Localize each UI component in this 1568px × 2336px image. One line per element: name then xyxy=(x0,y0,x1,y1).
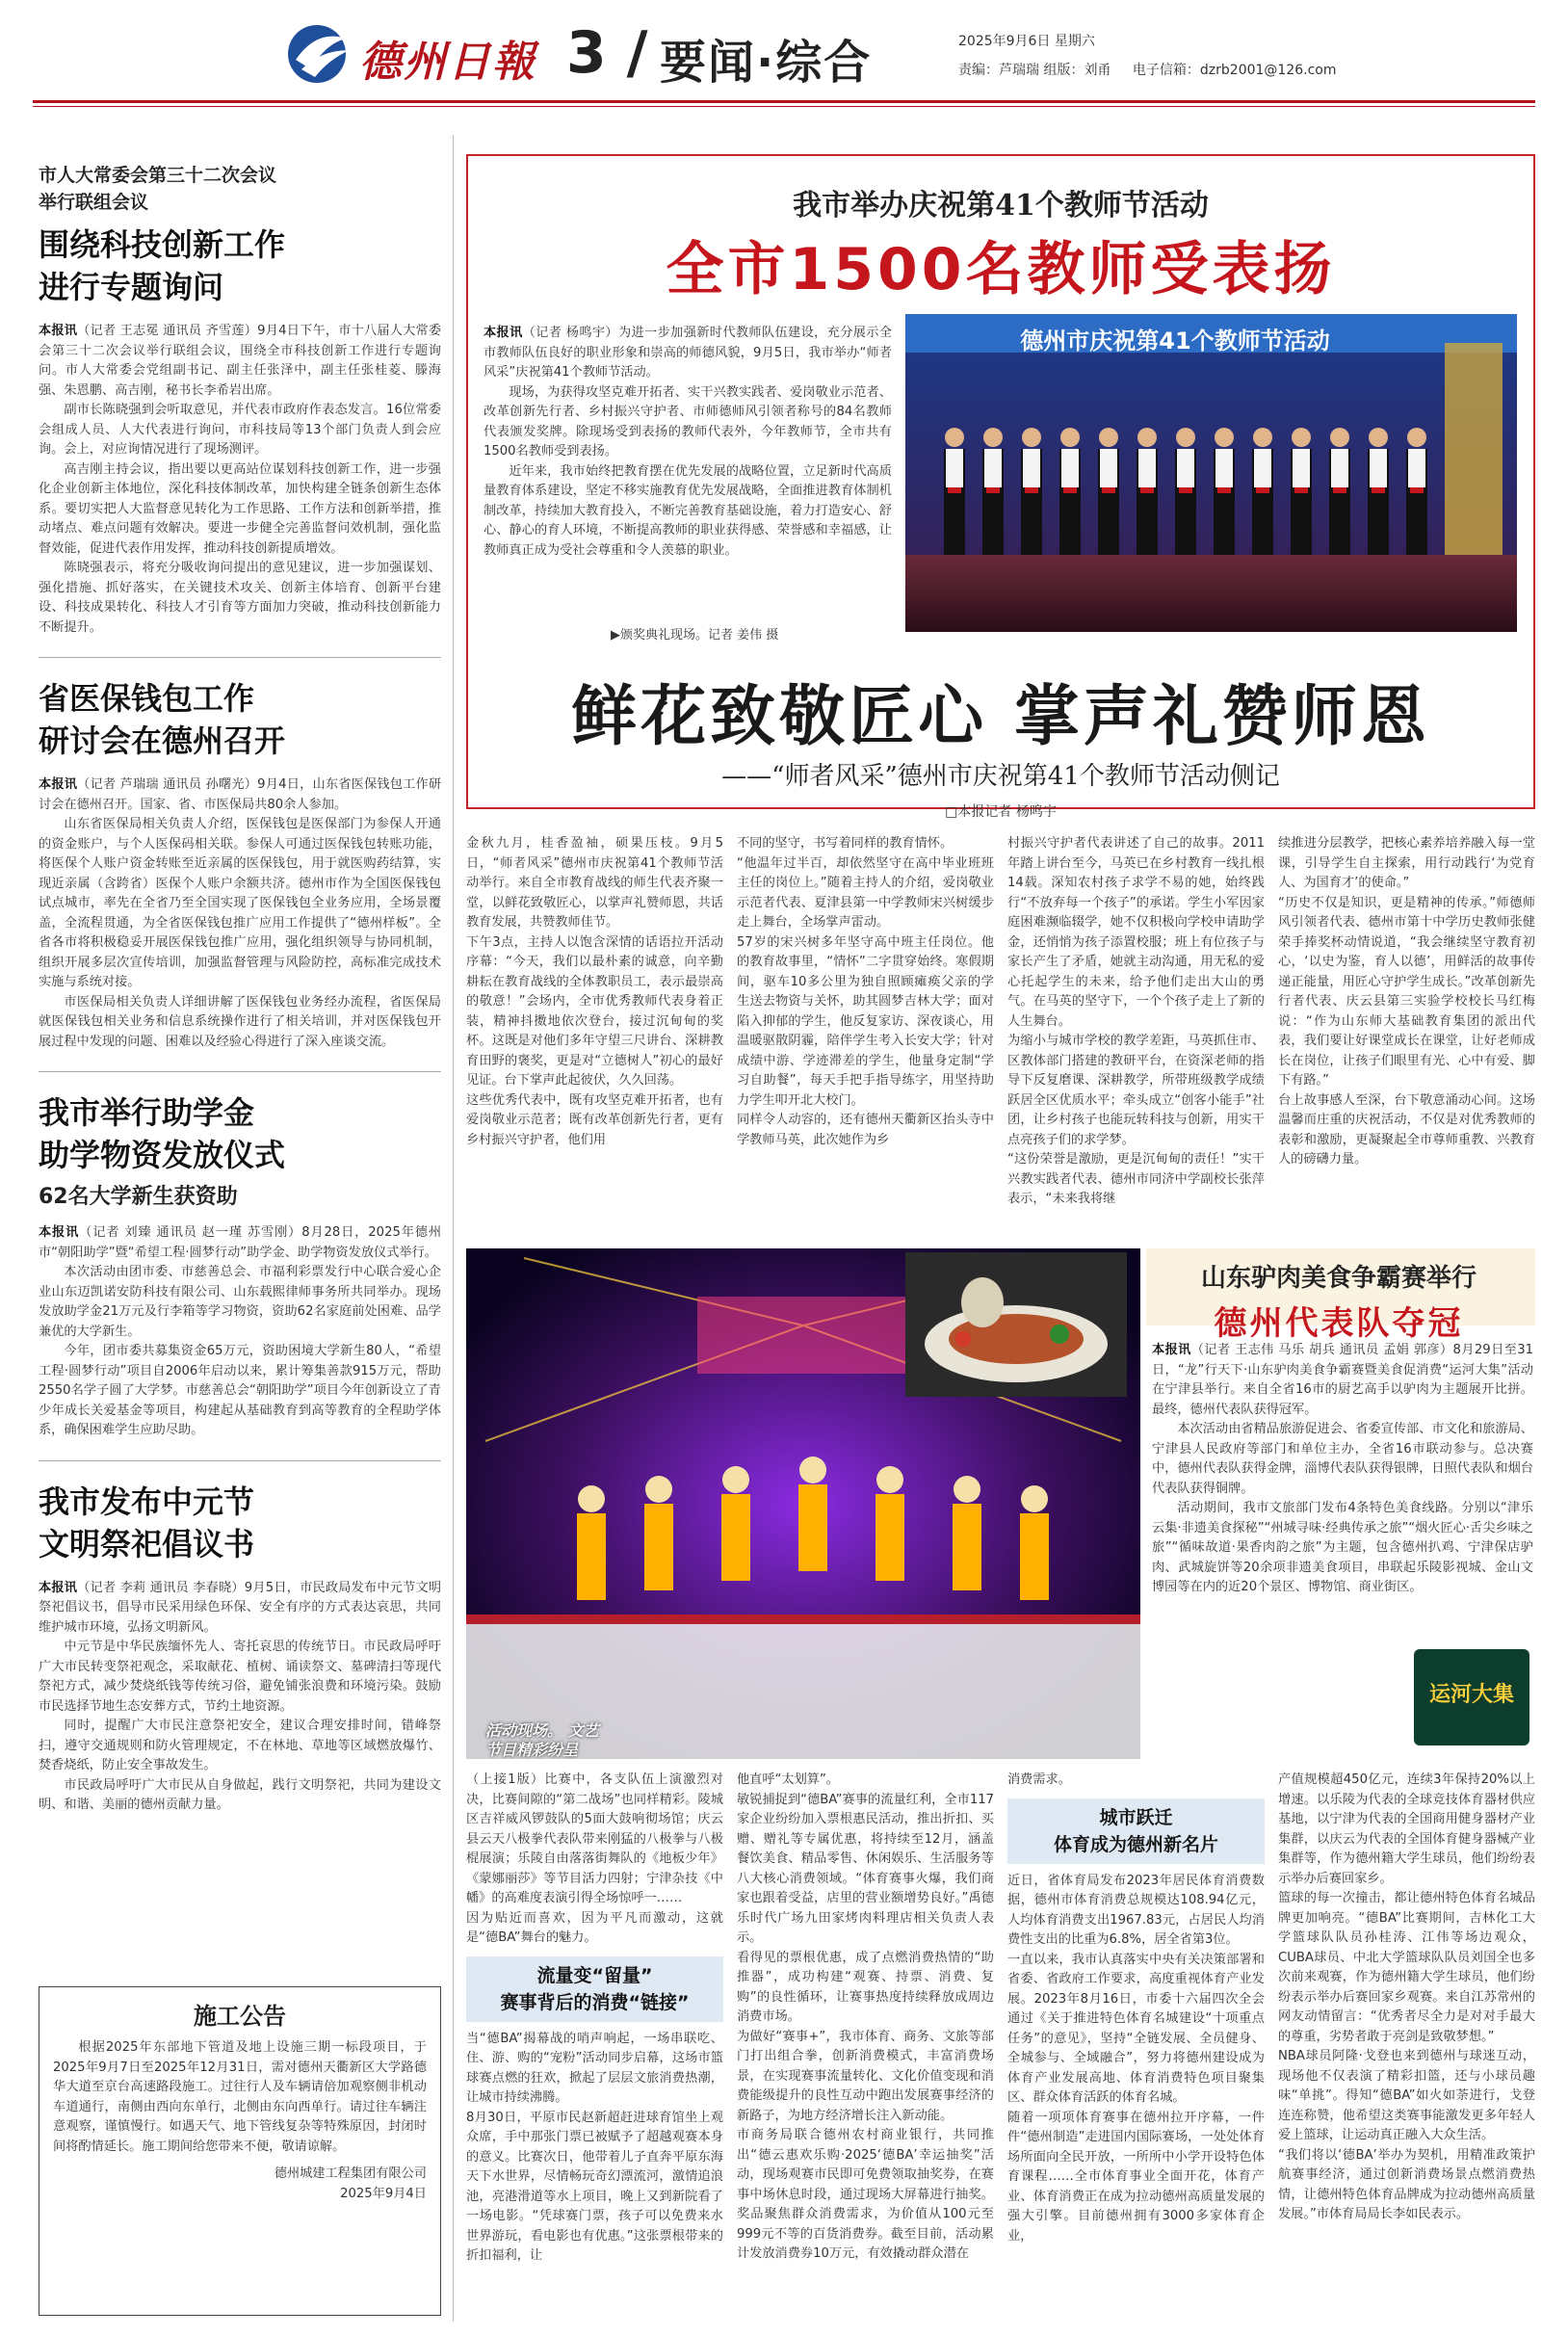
column-divider xyxy=(453,135,454,2322)
feature-subheadline: ——“师者风采”德州市庆祝第41个教师节活动侧记 xyxy=(721,762,1280,791)
food-dish-photo xyxy=(905,1252,1127,1397)
construction-notice xyxy=(39,1986,441,2316)
notice-date: 2025年9月4日 xyxy=(340,2186,427,2201)
lead-by: 本报讯 xyxy=(39,777,78,792)
lead-by: 本报讯 xyxy=(39,324,78,338)
article-1-headline-1: 围绕科技创新工作 xyxy=(39,226,286,263)
article-3-headline-2: 助学物资发放仪式 xyxy=(39,1137,286,1173)
photo-banner-text: 德州市庆祝第41个教师节活动 xyxy=(1020,328,1330,354)
email[interactable]: 电子信箱：dzrb2001@126.com xyxy=(1132,63,1337,78)
article-4-headline-2: 文明祭祀倡议书 xyxy=(39,1525,255,1562)
side-story-headline: 德州代表队夺冠 xyxy=(1214,1304,1464,1343)
paragraph: 市民政局呼吁广大市民从自身做起，践行文明祭祀，共同为建设文明、和谐、美丽的德州贡献力量。 xyxy=(39,1777,441,1812)
newspaper-brand: 德州日報 xyxy=(359,38,536,87)
paragraph: 今年，团市委共募集资金65万元，资助困境大学新生80人，“希望工程·圆梦行动”项目自2006年启动以来，累计筹集善款915万元，帮助2550名学子圆了大学梦。市慈善总会“朝阳助学”项目今年创新设立了青少年成长关爱基金等项目，构建起从基础教育到高等教育的全程助学体系，确保困难学生应助尽助。 xyxy=(39,1344,441,1437)
lead-story-headline: 全市1500名教师受表扬 xyxy=(666,236,1336,303)
paragraph: 同时，提醒广大市民注意祭祀安全，建议合理安排时间，错峰祭扫，遵守交通规则和防火管理规定，不在林地、草地等区域燃放爆竹、焚香烧纸，防止安全事故发生。 xyxy=(39,1719,441,1772)
paragraph: 中元节是中华民族缅怀先人、寄托哀思的传统节日。市民政局呼吁广大市民转变祭祀观念，采取献花、植树、诵读祭文、墓碑清扫等现代祭祀方式，减少焚烧纸钱等传统习俗，避免铺张浪费和环境污染。鼓励市民选择节地生态安葬方式，节约土地资源。 xyxy=(39,1640,441,1714)
canal-fair-badge xyxy=(1414,1649,1529,1745)
notice-title: 施工公告 xyxy=(194,2003,286,2030)
article-2-headline-2: 研讨会在德州召开 xyxy=(39,722,286,759)
paragraph: 山东省医保局相关负责人介绍，医保钱包是医保部门为参保人开通的资金账户，与个人医保码相关联。参保人可通过医保钱包转账功能，将医保个人账户资金转账至近亲属的医保钱包，用于就医购药结算，实现近亲属（含跨省）医保个人账户余额共济。德州市作为全国医保钱包试点城市，率先在全省乃至全国实现了医保钱包全业务应用，全场景覆盖，全流程贯通，为全省医保钱包推广应用工作提供了“德州样板”。全省各市将积极稳妥开展医保钱包推广应用，强化组织领导与协同机制，组织开展多层次宣传培训，加强监督管理与风险防控，高标准完成技术实施与系统对接。 xyxy=(39,817,441,989)
article-3 xyxy=(39,1091,441,1441)
subheading-flow: 流量变“留量” 赛事背后的消费“链接” xyxy=(466,1956,723,2022)
feature-col-1: 金秋九月，桂香盈袖，硕果压枝。9月5日，“师者风采”德州市庆祝第41个教师节活动举行。来自全市教育战线的师生代表齐聚一堂，以鲜花致敬匠心，以掌声礼赞师恩，共话教育发展，共赞教师佳节。 下午3点，主持人以饱含深情的话语拉开活动序幕：“今天，我们以最朴素的诚意，向辛勤耕耘在教育战线的全体教职员工，表示最崇高的敬意！”会场内，全市优秀教师代表身着正装，精神抖擞地依次登台，接过沉甸甸的奖杯。这既是对他们多年守望三尺讲台、深耕教育田野的褒奖，更是对“立德树人”初心的最好见证。台下掌声此起彼伏，久久回荡。 这些优秀代表中，既有攻坚克难开拓者，也有爱岗敬业示范者；既有改革创新先行者，更有乡村振兴守护者，他们用 xyxy=(466,836,723,1147)
article-3-subhead: 62名大学新生获资助 xyxy=(39,1185,238,1209)
bottom-col-3 xyxy=(1007,1771,1265,2267)
article-1-headline-2: 进行专题询问 xyxy=(39,269,224,305)
article-separator xyxy=(39,1071,441,1072)
article-4-body xyxy=(39,1579,441,1816)
article-3-headline-1: 我市举行助学金 xyxy=(39,1094,255,1131)
bottom-col-4-text: 产值规模超450亿元，连续3年保持20%以上增速。以乐陵为代表的全球竞技体育器材供应基地，以宁津为代表的全国商用健身器材产业集群，以庆云为代表的全国体育健身器械产业集群等，作为德州籍大学生球员，他们纷纷表示举办后赛回家乡。 篮球的每一次撞击，都让德州特色体育名城品牌更加响亮。“德BA”比赛期间，吉林化工大学篮球队队员孙桂涛、江伟等场边观众，CUBA球员、中北大学篮球队队员刘国全也多次前来观赛，作为德州籍大学生球员，他们纷纷表示举办后赛回家乡观赛。来自江苏常州的网友动情留言：“优秀者尽全力是对对手最大的尊重，劣势者敢于亮剑是致敬梦想。” NBA球员阿隆·戈登也来到德州与球迷互动，现场他不仅表演了精彩扣篮，还与小球员趣味“单挑”。得知“德BA”如火如荼进行，戈登连连称赞，他希望这类赛事能激发更多年轻人爱上篮球，让运动真正融入大众生活。 “我们将以‘德BA’举办为契机，用精准政策护航赛事经济，通过创新消费场景点燃消费热情，让德州特色体育品牌成为拉动德州高质量发展。”市体育局局长李如民表示。 xyxy=(1278,1772,1535,2221)
lead-story-kicker: 我市举办庆祝第41个教师节活动 xyxy=(793,189,1209,223)
header-rule xyxy=(33,100,1535,103)
feature-col-4: 续推进分层教学，把核心素养培养融入每一堂课，引导学生自主探索，用行动践行‘为党育人、为国育才’的使命。” “历史不仅是知识，更是精神的传承。”师德师风引领者代表、德州市第十中学历史教师张健荣手捧奖杯动情说道，“我会继续坚守教育初心，‘以史为鉴，育人以德’，用鲜活的故事传递正能量，用匠心守护学生成长。”改革创新先行者代表、庆云县第三实验学校校长马红梅说：“作为山东师大基础教育集团的派出代表，我们要让好课堂成长在课堂，让好老师成长在岗位，让孩子们眼里有光、心中有爱、脚下有路。” 台上故事感人至深，台下敬意涌动心间。这场温馨而庄重的庆祝活动，不仅是对优秀教师的表彰和激励，更凝聚起全市尊师重教、兴教育人的磅礴力量。 xyxy=(1278,836,1535,1167)
photo-caption: ▶颁奖典礼现场。记者 姜伟 摄 xyxy=(611,628,779,643)
side-story-body xyxy=(1152,1341,1533,1598)
feature-columns xyxy=(466,834,1535,1210)
article-2-headline-1: 省医保钱包工作 xyxy=(39,680,255,717)
lead-by: 本报讯 xyxy=(1152,1343,1191,1357)
article-2 xyxy=(39,677,441,1052)
paragraph: 本次活动由省精品旅游促进会、省委宣传部、市文化和旅游局、宁津县人民政府等部门和单位主办，全省16市联动参与。总决赛中，德州代表队获得金牌，淄博代表队获得银牌，日照代表队和烟台代表队获得铜牌。 xyxy=(1152,1422,1533,1496)
feature-col-3: 村振兴守护者代表讲述了自己的故事。2011年踏上讲台至今，马英已在乡村教育一线扎根14载。深知农村孩子求学不易的她，始终践行“不放弃每一个孩子”的承诺。学生小军因家庭困难濒临辍学，她不仅积极向学校申请助学金，还悄悄为孩子添置校服；班上有位孩子与家长产生了矛盾，她就主动沟通，用无私的爱心托起学生的未来，给予他们走出大山的勇气。在马英的坚守下，一个个孩子走上了新的人生舞台。 为缩小与城市学校的教学差距，马英抓住市、区教体部门搭建的教研平台，在资深老师的指导下反复磨课、深耕教学，所带班级教学成绩跃居全区优质水平；牵头成立“创客小能手”社团，让乡村孩子也能玩转科技与创新，用实干点亮孩子们的求学梦。 “这份荣誉是激励，更是沉甸甸的责任！”实干兴教实践者代表、德州市同济中学副校长张萍表示，“未来我将继 xyxy=(1007,836,1265,1206)
editors: 责编：芦瑞瑞 组版：刘甬 xyxy=(958,63,1111,78)
notice-org: 德州城建工程集团有限公司 xyxy=(274,2166,427,2181)
paragraph: 陈晓强表示，将充分吸收询问提出的意见建议，进一步加强谋划、强化措施、抓好落实，在关键技术攻关、创新主体培育、创新平台建设、科技成果转化、科技人才引育等方面加力突破，推动科技创新能力不断提升。 xyxy=(39,561,441,635)
left-column xyxy=(39,162,441,1816)
lead-text: （记者 杨鸣宇）为进一步加强新时代教师队伍建设，充分展示全市教师队伍良好的职业形象和崇高的师德风貌，9月5日，我市举办“师者风采”庆祝第41个教师节活动。 xyxy=(483,326,893,380)
paragraph: 市医保局相关负责人详细讲解了医保钱包业务经办流程，省医保局就医保钱包相关业务和信息系统操作进行了相关培训，并对医保钱包开展过程中发现的问题、困难以及经验心得进行了深入座谈交流。 xyxy=(39,994,441,1049)
article-1-kicker: 市人大常委会第三十二次会议 xyxy=(39,165,277,186)
lead-text: （记者 王志冕 通讯员 齐雪莲）9月4日下午，市十八届人大常委会第三十二次会议举行联组会议，围绕全市科技创新工作进行专题询问。市人大常委会党组副书记、副主任张泽中，副主任张桂菱、滕海强、朱恩鹏、高吉刚，秘书长李希岩出席。 xyxy=(39,324,442,398)
editor-line xyxy=(958,60,1337,79)
notice-text: 根据2025年东部地下管道及地上设施三期一标段项目，于2025年9月7日至2025年12月31日，需对德州天衢新区大学路德华大道至京台高速路段施工。过往行人及车辆请倍加观察侧非机动车道通行，南侧由西向东单行，北侧由东向西单行。请过往车辆注意观察，谨慎慢行。如遇天气、地下管线复杂等特殊原因，封闭时间将酌情延长。施工期间给您带来不便，敬请谅解。 xyxy=(53,2040,427,2154)
bottom-col-3-text: 近日，省体育局发布2023年居民体育消费数据，德州市体育消费总规模达108.94亿元，人均体育消费支出1967.83元，占居民人均消费性支出的比重为6.8%，居全省第3位。 一直以来，我市认真落实中央有关决策部署和省委、省政府工作要求，高度重视体育产业发展。2023年8月16日，市委十六届四次全会通过《关于推进特色体育名城建设“十项重点任务”的意见》，坚持“全链发展、全员健身、全城参与、全域融合”，努力将德州建设成为体育产业发展高地、体育消费特色项目聚集区、群众体育活跃的体育名城。 随着一项项体育赛事在德州拉开序幕，一件件“德州制造”走进国内国际赛场，一处处体育场所面向全民开放，一所所中小学开设特色体育课程……全市体育事业全面开花，体育产业、体育消费正在成为拉动德州高质量发展的强大引擎。目前德州拥有3000多家体育企业， xyxy=(1007,1873,1265,2244)
lead-text: （记者 王志伟 马乐 胡兵 通讯员 孟娟 郭彦）8月29日至31日，“龙”行天下·山东驴肉美食争霸赛暨美食促消费“运河大集”活动在宁津县举行。来自全省16市的厨艺高手以驴肉为主题展开比拼。最终，德州代表队获得冠军。 xyxy=(1152,1343,1534,1417)
lead-by: 本报讯 xyxy=(39,1225,80,1240)
article-3-body xyxy=(39,1223,441,1441)
badge-text: 运河大集 xyxy=(1428,1683,1514,1707)
newspaper-logo-icon xyxy=(282,21,357,87)
paragraph: 本次活动由团市委、市慈善总会、市福利彩票发行中心联合爱心企业山东迈凯诺安防科技有限公司、山东载熙律师事务所共同举办。现场发放助学金21万元及行李箱等学习物资，资助62名家庭前处困难、品学兼优的大学新生。 xyxy=(39,1265,441,1339)
page-number: 3 / xyxy=(566,19,648,87)
bottom-col-1 xyxy=(466,1771,723,2267)
bottom-columns xyxy=(466,1771,1535,2267)
paragraph: 活动期间，我市文旅部门发布4条特色美食线路。分别以“津乐云集·非遗美食探秘”“州城寻味·经典传承之旅”“烟火匠心·舌尖乡味之旅”“循味故道·果香肉韵之旅”为主题，包含德州扒鸡、宁津保店驴肉、武城旋饼等20余项非遗美食项目，串联起乐陵影视城、金山文博园等在内的近20个景区、博物馆、商业街区。 xyxy=(1152,1501,1533,1594)
article-separator xyxy=(39,657,441,658)
article-2-body xyxy=(39,775,441,1052)
lead-story-body xyxy=(483,324,892,561)
bottom-col-3a-text: 消费需求。 xyxy=(1007,1772,1071,1787)
award-ceremony-photo xyxy=(905,314,1517,632)
bottom-col-2-text: 他直呼“太划算”。 敏锐捕捉到“德BA”赛事的流量红利，全市117家企业纷纷加入票根惠民活动，推出折扣、买赠、赠礼等专属优惠，将持续至12月，涵盖餐饮美食、精品零售、休闲娱乐、生活服务等八大核心消费领域。“体育赛事火爆，我们商家也跟着受益，店里的营业额增势良好。”禹德乐时代广场九田家烤肉料理店相关负责人表示。 看得见的票根优惠，成了点燃消费热情的“助推器”，成功构建“观赛、持票、消费、复购”的良性循环，让赛事热度持续释放成周边消费市场。 为做好“赛事+”，我市体育、商务、文旅等部门打出组合拳，创新消费模式，丰富消费场景，在实现赛事流量转化、文化价值变现和消费能级提升的良性互动中跑出发展赛事经济的新路子，为地方经济增长注入新动能。 市商务局联合德州农村商业银行，共同推出“德云惠欢乐购·2025‘德BA’幸运抽奖”活动，现场观赛市民即可免费领取抽奖券，在赛事中场休息时段，通过现场大屏幕进行抽奖。奖品聚焦群众消费需求，为价值从100元至999元不等的百货消费券。截至目前，活动累计发放消费券10万元，有效撬动群众潜在 xyxy=(737,1772,994,2261)
article-separator xyxy=(39,1460,441,1461)
notice-body xyxy=(53,2038,427,2157)
lead-by: 本报讯 xyxy=(483,326,523,340)
side-story-kicker: 山东驴肉美食争霸赛举行 xyxy=(1200,1264,1477,1293)
bottom-col-1-text: （上接1版）比赛中，各支队伍上演激烈对决，比赛间隙的“第二战场”也同样精彩。陵城区吉祥威风锣鼓队的5面大鼓响彻场馆；庆云县云天八极拳代表队带来刚猛的八极拳与八极棍展演；乐陵自由落落街舞队的《地板少年》《蒙娜丽莎》等节目活力四射；宁津杂技《中幡》的高难度表演引得全场惊呼一…… 因为贴近而喜欢，因为平凡而激动，这就是“德BA”舞台的魅力。 xyxy=(466,1772,723,1945)
photo2-caption-right: 节目精彩纷呈 xyxy=(485,1741,579,1759)
paragraph: 高吉刚主持会议，指出要以更高站位谋划科技创新工作，进一步强化企业创新主体地位，深化科技体制改革，加快构建全链条创新生态体系。要切实把人大监督意见转化为工作思路、工作方法和创新举措，推动堵点、难点问题有效解决。要进一步健全完善监督问效机制，强化监督效能，促进代表作用发挥，推动科技创新提质增效。 xyxy=(39,461,441,556)
lead-text: （记者 李莉 通讯员 李春晓）9月5日，市民政局发布中元节文明祭祀倡议书，倡导市民采用绿色环保、安全有序的方式表达哀思，共同维护城市环境，弘扬文明新风。 xyxy=(39,1580,442,1635)
bottom-col-1b-text: 当“德BA”揭幕战的哨声响起，一场串联吃、住、游、购的“宠粉”活动同步启幕，这场市篮球赛点燃的狂欢，掀起了层层文旅消费热潮，让城市持续沸腾。 8月30日，平原市民赵新超赶进球育馆坐上观众席，手中那张门票已被赋予了超越观赛本身的意义。比赛次日，他带着儿子直奔平原东海天下水世界，尽情畅玩奇幻漂流河，激情追浪池，亮港滑道等水上项目，晚上又到新院看了一场电影。“凭球赛门票，孩子可以免费来水世界游玩，看电影也有优惠。”这张票根带来的折扣福利，让 xyxy=(466,2031,723,2263)
article-4-headline-1: 我市发布中元节 xyxy=(39,1483,255,1520)
issue-date: 2025年9月6日 星期六 xyxy=(958,34,1095,49)
section-title: 要闻·综合 xyxy=(660,36,873,90)
article-1 xyxy=(39,162,441,638)
feature-col-2: 不同的坚守，书写着同样的教育情怀。 “他温年过半百，却依然坚守在高中毕业班班主任的岗位上。”随着主持人的介绍，爱岗敬业示范者代表、夏津县第一中学教师宋兴树缓步走上舞台，全场掌声雷动。 57岁的宋兴树多年坚守高中班主任岗位。他的教育故事里，“情怀”二字贯穿始终。寒假期间，驱车10多公里为独自照顾瘫痪父亲的学生送去物资与关怀，助其圆梦吉林大学；面对陷入抑郁的学生，他反复家访、深夜谈心，用温暖驱散阴霾，陪伴学生考入长安大学；针对成绩中游、学迹滞差的学生，他量身定制“学习自助餐”，每天手把手指导练字，用坚持助力学生叩开北大校门。 同样令人动容的，还有德州天衢新区抬头寺中学教师马英，此次她作为乡 xyxy=(737,836,994,1147)
paragraph: 现场，为获得攻坚克难开拓者、实干兴教实践者、爱岗敬业示范者、改革创新先行者、乡村振兴守护者、市师德师风引领者称号的84名教师代表颁发奖牌。除现场受到表扬的教师代表外，今年教师节，全市共有1500名教师受到表扬。 xyxy=(483,384,892,459)
subheading-city: 城市跃迁 体育成为德州新名片 xyxy=(1007,1798,1265,1864)
lead-by: 本报讯 xyxy=(39,1580,78,1595)
article-1-kicker2: 举行联组会议 xyxy=(39,192,149,213)
header-rule-thin xyxy=(33,106,1535,107)
photo2-caption-left: 活动现场。 文艺 xyxy=(485,1721,599,1740)
bottom-col-4 xyxy=(1278,1771,1535,2267)
bottom-col-2 xyxy=(737,1771,994,2267)
lead-text: （记者 刘臻 通讯员 赵一瑾 苏雪刚）8月28日，2025年德州市“朝阳助学”暨“希望工程·圆梦行动”助学金、助学物资发放仪式举行。 xyxy=(39,1225,442,1260)
paragraph: 近年来，我市始终把教育摆在优先发展的战略位置，立足新时代高质量教育体系建设，坚定不移实施教育优先发展战略，全面推进教育体制机制改革，持续加大教育投入，不断完善教育基础设施，着力打造安心、舒心、静心的育人环境，不断提高教师的职业获得感、荣誉感和幸福感，让教师真正成为受社会尊重和令人羡慕的职业。 xyxy=(483,463,892,558)
lead-text: （记者 芦瑞瑞 通讯员 孙曙光）9月4日，山东省医保钱包工作研讨会在德州召开。国家、省、市医保局共80余人参加。 xyxy=(39,777,442,812)
article-1-body xyxy=(39,322,441,638)
article-4 xyxy=(39,1481,441,1816)
paragraph: 副市长陈晓强到会听取意见，并代表市政府作表态发言。16位常委会组成人员、人大代表进行询问，市科技局等13个部门负责人到会应询。会上，对应询情况进行了现场测评。 xyxy=(39,403,441,457)
feature-headline: 鲜花致敬匠心 掌声礼赞师恩 xyxy=(571,678,1430,755)
feature-byline: □本报记者 杨鸣宇 xyxy=(945,804,1057,820)
